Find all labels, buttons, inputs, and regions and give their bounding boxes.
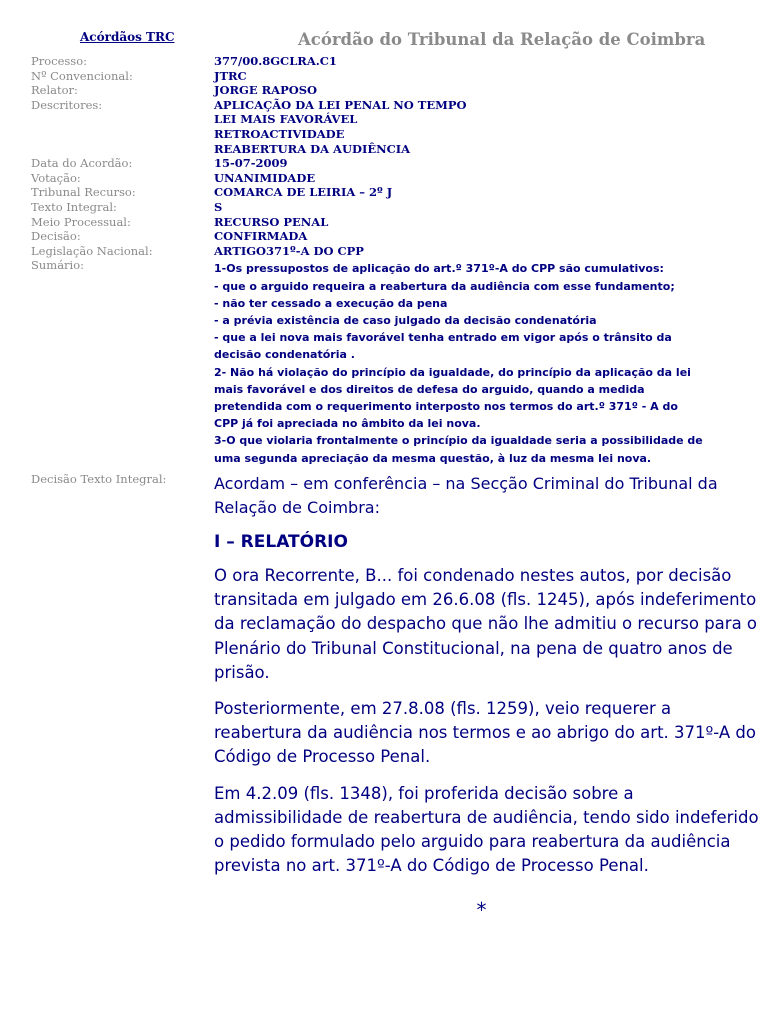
meta-label: Votação: [31, 170, 81, 185]
sumario-label: Sumário: [31, 258, 85, 273]
section-heading-relatorio: I – RELATÓRIO [214, 532, 348, 552]
sumario-row [0, 258, 768, 466]
meta-row [0, 54, 768, 69]
meta-label: Texto Integral: [31, 199, 117, 214]
sumario-line: 3-O que violaria frontalmente o princípio da igualdade seria a possibilidade de [214, 434, 703, 448]
meta-row [0, 244, 768, 259]
sumario-line: - não ter cessado a execução da pena [214, 296, 448, 310]
sumario-line: - que o arguido requeira a reabertura da audiência com esse fundamento; [214, 279, 675, 293]
meta-value: RECURSO PENAL [214, 214, 329, 229]
meta-label: Meio Processual: [31, 214, 131, 229]
meta-label: Data do Acordão: [31, 156, 133, 171]
meta-value: ARTIGO371º-A DO CPP [214, 243, 364, 258]
metadata-table [0, 54, 768, 467]
page-header [0, 0, 768, 52]
meta-row [0, 185, 768, 200]
body-paragraph: Posteriormente, em 27.8.08 (fls. 1259), veio requerer a reabertura da audiência nos termos e ao abrigo do art. 371º-A do Código de Processo Penal. [214, 699, 756, 767]
body-paragraph: O ora Recorrente, B... foi condenado nestes autos, por decisão transitada em julgado em 26.6.08 (fls. 1245), após indeferimento da reclamação do despacho que não lhe admitiu o recurso para o Plenário do Tribunal Constitucional, na pena de quatro anos de prisão. [214, 566, 758, 682]
meta-row [0, 229, 768, 244]
meta-value: RETROACTIVIDADE [214, 126, 345, 141]
meta-value: 377/00.8GCLRA.C1 [214, 54, 337, 68]
meta-label: Legislação Nacional: [31, 243, 153, 258]
acordaos-trc-link[interactable]: Acórdãos TRC [80, 30, 175, 44]
decisao-texto-integral-label: Decisão Texto Integral: [31, 472, 167, 486]
sumario-line: 1-Os pressupostos de aplicação do art.º 371º-A do CPP são cumulativos: [214, 262, 664, 276]
meta-row [0, 83, 768, 98]
meta-label: Tribunal Recurso: [31, 185, 136, 200]
meta-row [0, 215, 768, 230]
meta-value: JTRC [214, 68, 247, 83]
meta-value: REABERTURA DA AUDIÊNCIA [214, 141, 411, 156]
meta-label: Relator: [31, 83, 78, 98]
sumario-line: mais favorável e dos direitos de defesa do arguido, quando a medida [214, 382, 645, 396]
meta-label: Processo: [31, 54, 88, 68]
sumario-line: pretendida com o requerimento interposto nos termos do art.º 371º - A do [214, 399, 678, 413]
meta-row [0, 156, 768, 171]
sumario-line: uma segunda apreciação da mesma questão, à luz da mesma lei nova. [214, 451, 652, 465]
sumario-line: decisão condenatória . [214, 348, 355, 362]
sumario-line: - que a lei nova mais favorável tenha entrado em vigor após o trânsito da [214, 331, 672, 345]
meta-value: LEI MAIS FAVORÁVEL [214, 112, 358, 127]
sumario-line: CPP já foi apreciada no âmbito da lei nova. [214, 417, 481, 431]
section-separator: * [476, 898, 487, 923]
meta-label: Descritores: [31, 97, 103, 112]
meta-row [0, 98, 768, 156]
meta-label: Nº Convencional: [31, 68, 133, 83]
meta-value: 15-07-2009 [214, 156, 288, 171]
meta-row [0, 171, 768, 186]
sumario-line: - a prévia existência de caso julgado da decisão condenatória [214, 313, 597, 327]
meta-row [0, 200, 768, 215]
body-paragraph: Em 4.2.09 (fls. 1348), foi proferida decisão sobre a admissibilidade de reabertura de audiência, tendo sido indeferido o pedido formulado pelo arguido para reabertura da audiência prevista no art. 371º-A do Código de Processo Penal. [214, 783, 759, 876]
page-title: Acórdão do Tribunal da Relação de Coimbra [298, 30, 706, 49]
meta-value: JORGE RAPOSO [214, 83, 318, 98]
meta-label: Decisão: [31, 229, 81, 244]
meta-value: UNANIMIDADE [214, 170, 316, 185]
meta-row [0, 69, 768, 84]
meta-value: APLICAÇÃO DA LEI PENAL NO TEMPO [214, 97, 467, 112]
decisao-texto-integral [214, 472, 759, 922]
meta-value: CONFIRMADA [214, 229, 308, 244]
meta-value: COMARCA DE LEIRIA – 2º J [214, 185, 393, 200]
meta-value: S [214, 199, 223, 214]
intro-paragraph: Acordam – em conferência – na Secção Criminal do Tribunal da Relação de Coimbra: [214, 474, 718, 517]
sumario-line: 2- Não há violação do princípio da igualdade, do princípio da aplicação da lei [214, 365, 691, 379]
sumario-text [214, 258, 768, 466]
